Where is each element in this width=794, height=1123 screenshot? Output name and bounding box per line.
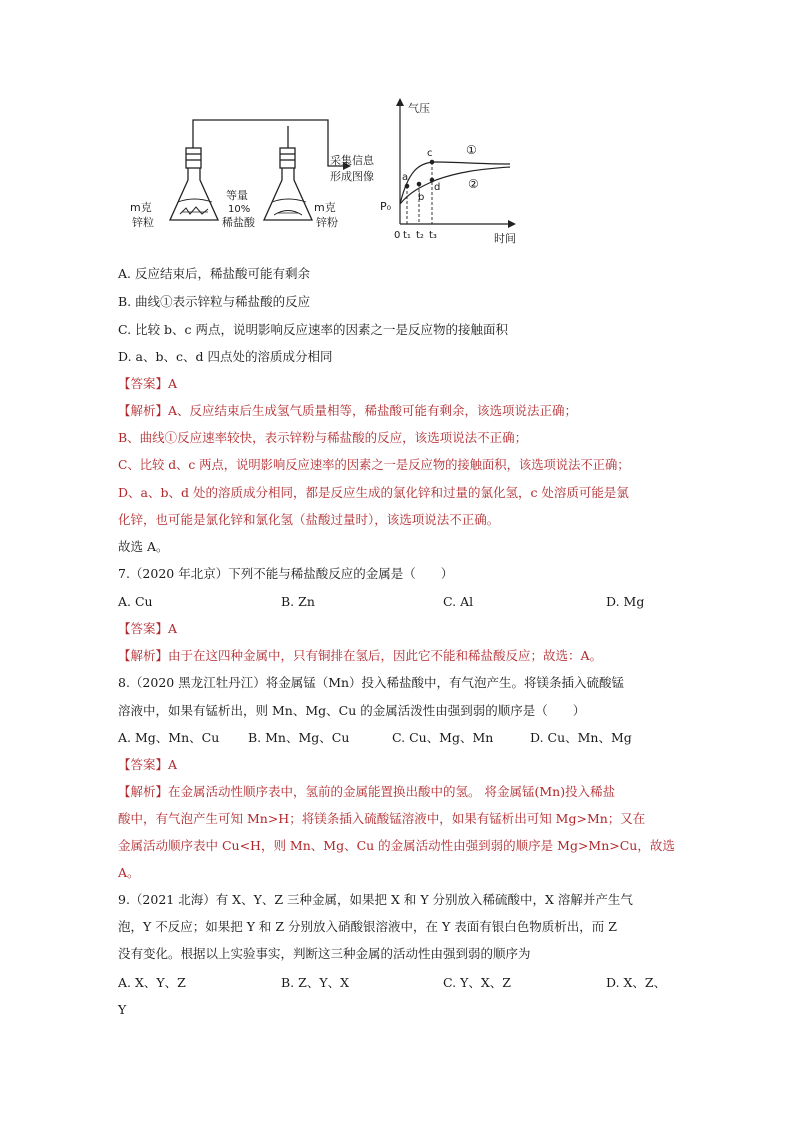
apparatus-and-graph: [118, 92, 538, 254]
q7-analysis: 【解析】由于在这四种金属中，只有铜排在氢后，因此它不能和稀盐酸反应；故选：A。: [118, 648, 603, 663]
tick-t2: t₂: [416, 230, 424, 241]
q8-option-a: A. Mg、Mn、Cu: [118, 730, 220, 745]
experiment-figure: [118, 92, 538, 254]
label-zinc-granule-1: m克: [130, 201, 152, 214]
label-equal: 等量: [226, 189, 248, 202]
label-graph: 形成图像: [330, 170, 374, 183]
q8-analysis-1: 【解析】在金属活动性顺序表中，氢前的金属能置换出酸中的氢。 将金属锰(Mn)投入稀盐: [118, 784, 616, 799]
label-curve-2: ②: [468, 177, 479, 191]
label-b: b: [418, 192, 425, 203]
q8-answer: 【答案】A: [118, 757, 178, 772]
q8-stem-2: 溶液中，如果有锰析出，则 Mn、Mg、Cu 的金属活泼性由强到弱的顺序是（ ）: [118, 703, 586, 718]
q9-option-d: D. X、Z、: [606, 975, 667, 990]
q6-option-b: B. 曲线①表示锌粒与稀盐酸的反应: [118, 294, 311, 309]
point-a: [405, 184, 410, 189]
q8-analysis-3: 金属活动顺序表中 Cu<H，则 Mn、Mg、Cu 的金属活动性由强到弱的顺序是 Mg>Mn>Cu，故选: [118, 838, 675, 853]
q9-option-c: C. Y、X、Z: [443, 975, 511, 990]
q6-option-c: C. 比较 b、c 两点，说明影响反应速率的因素之一是反应物的接触面积: [118, 322, 509, 337]
q8-option-d: D. Cu、Mn、Mg: [530, 730, 632, 745]
q7-option-b: B. Zn: [281, 594, 315, 609]
p0-label: P₀: [380, 200, 392, 213]
label-curve-1: ①: [466, 143, 477, 157]
label-percent: 10%: [228, 204, 251, 215]
q7-option-c: C. Al: [443, 594, 474, 609]
axis-x-label: 时间: [494, 232, 516, 245]
q8-option-b: B. Mn、Mg、Cu: [248, 730, 350, 745]
q6-conclusion: 故选 A。: [118, 539, 169, 554]
q8-option-c: C. Cu、Mg、Mn: [392, 730, 494, 745]
q7-answer: 【答案】A: [118, 621, 178, 636]
q6-analysis-4: D、a、b、d 处的溶质成分相同，都是反应生成的氯化锌和过量的氯化氢，c 处溶质可能是氯: [118, 485, 629, 500]
q6-analysis-2: B、曲线①反应速率较快，表示锌粉与稀盐酸的反应，该选项说法不正确；: [118, 430, 528, 445]
y-axis-arrow-icon: [396, 98, 404, 106]
tick-t3: t₃: [429, 230, 437, 241]
curve-2: [400, 167, 510, 204]
label-collect: 采集信息: [330, 154, 374, 167]
q8-stem-1: 8.（2020 黑龙江牡丹江）将金属锰（Mn）投入稀盐酸中，有气泡产生。将镁条插入硫酸锰: [118, 675, 625, 690]
flask-right: [264, 148, 312, 220]
q9-option-a: A. X、Y、Z: [118, 975, 186, 990]
point-b: [417, 182, 422, 187]
q9-stem-3: 没有变化。根据以上实验事实，判断这三种金属的活动性由强到弱的顺序为: [118, 946, 531, 961]
q6-option-d: D. a、b、c、d 四点处的溶质成分相同: [118, 349, 333, 364]
q6-analysis-3: C、比较 d、c 两点，说明影响反应速率的因素之一是反应物的接触面积，该选项说法不正确；: [118, 458, 630, 472]
q9-option-b: B. Z、Y、X: [281, 975, 349, 990]
connecting-tubes: [193, 120, 343, 166]
q7-stem: 7.（2020 年北京）下列不能与稀盐酸反应的金属是（ ）: [118, 566, 454, 581]
q6-answer: 【答案】A: [118, 376, 178, 391]
q8-analysis-2: 酸中，有气泡产生可知 Mn>H；将镁条插入硫酸锰溶液中，如果有锰析出可知 Mg>Mn；又在: [118, 811, 646, 826]
q6-analysis-1: 【解析】A、反应结束后生成氢气质量相等，稀盐酸可能有剩余，该选项说法正确；: [118, 403, 578, 418]
label-zinc-powder-1: m克: [314, 201, 336, 214]
q6-analysis-5: 化锌，也可能是氯化锌和氯化氢（盐酸过量时），该选项说法不正确。: [118, 512, 500, 527]
axis-y-label: 气压: [408, 102, 430, 115]
flask-left: [170, 148, 218, 220]
q9-option-d-wrap: Y: [118, 1002, 127, 1017]
q6-option-a: A. 反应结束后，稀盐酸可能有剩余: [118, 266, 310, 281]
label-acid: 稀盐酸: [222, 216, 255, 229]
label-zinc-powder-2: 锌粉: [316, 216, 338, 229]
q7-option-d: D. Mg: [606, 594, 645, 609]
origin-label: 0: [394, 230, 401, 241]
label-a: a: [402, 172, 409, 183]
q9-stem-1: 9.（2021 北海）有 X、Y、Z 三种金属，如果把 X 和 Y 分别放入稀硫酸中，X 溶解并产生气: [118, 892, 633, 907]
label-c: c: [427, 148, 433, 159]
label-d: d: [434, 182, 441, 193]
tick-t1: t₁: [403, 230, 411, 241]
label-zinc-granule-2: 锌粒: [132, 216, 154, 229]
x-axis-arrow-icon: [508, 220, 516, 228]
point-c: [430, 160, 435, 165]
q8-analysis-4: A。: [118, 865, 140, 880]
q9-stem-2: 泡，Y 不反应；如果把 Y 和 Z 分别放入硝酸银溶液中，在 Y 表面有银白色物质析出，而 Z: [118, 919, 617, 934]
q7-option-a: A. Cu: [118, 594, 153, 609]
